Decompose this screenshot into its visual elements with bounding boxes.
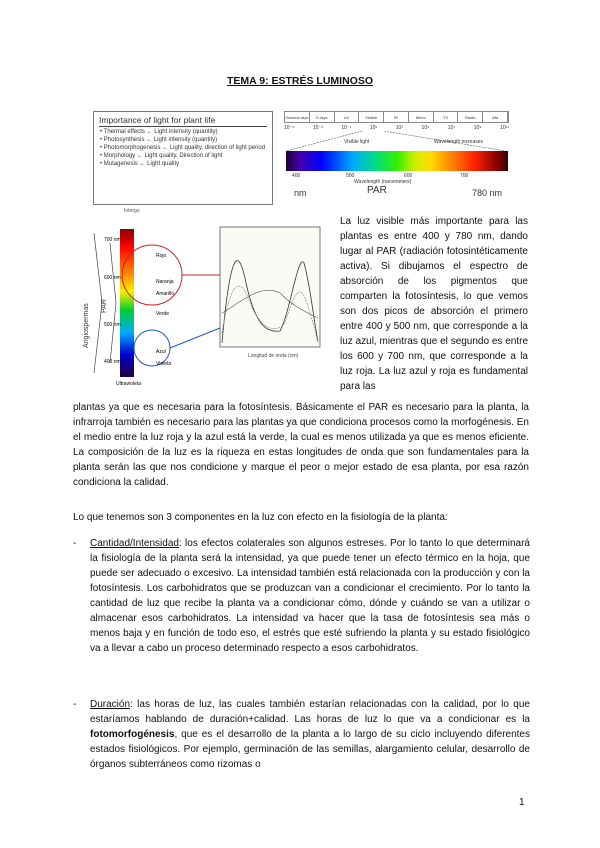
em-tick: 10⁹ (473, 125, 482, 131)
em-tick: 10⁻¹ (341, 125, 352, 131)
bullet-duration (73, 697, 530, 772)
color-label: Violeta (156, 361, 172, 367)
figure-caption: Intergo (124, 208, 140, 214)
bold-term: fotomorfogénesis (90, 729, 175, 740)
visible-label: Visible light (344, 139, 370, 145)
em-band: Gamma rays (285, 112, 310, 122)
em-band-scale (284, 111, 509, 123)
intro-paragraph-right: La luz visible más importante para las plantas es entre 400 y 780 nm, dando lugar al PAR (radiación fotosintéticamente activa). Si dibujamos el espectro de absorción de los pigmentos que comparten la fotosíntesis, lo que vemos son dos picos de absorción el primero entre 400 y 500 nm, que corresponde a la luz azul, mientras que el segundo es entre los 600 y 700 nm, que corresponde a la luz roja. La luz azul y roja es fundamental para las (340, 216, 528, 392)
color-label: Verde (156, 311, 170, 317)
figure-item: • Mutagenesis ← Light quality (100, 161, 180, 167)
par-label: PAR (367, 185, 387, 196)
em-tick: 10⁷ (447, 125, 456, 131)
em-band: Micro (409, 112, 434, 122)
bullet-dash: - (73, 538, 77, 549)
components-paragraph: Lo que tenemos son 3 componentes en la luz con efecto en la fisiología de la planta: (73, 512, 448, 523)
blue-arrow (170, 328, 220, 348)
em-band: Visible (359, 112, 384, 122)
em-tick: 10⁻³ (312, 125, 323, 131)
bullet-text: : las horas de luz, las cuales también estarían relacionadas con la calidad, por lo que estaríamos hablando de duración+calidad. Las horas de luz lo que va a condicionar es la (90, 699, 530, 725)
em-spectrum-figure (284, 111, 509, 205)
nm-tick: 700 (460, 173, 469, 179)
nm-value: 500 nm (104, 322, 121, 328)
bullet-term: Cantidad/Intensidad (90, 538, 179, 549)
intro-paragraph-full: plantas ya que es necesaria para la fotosíntesis. Básicamente el PAR es necesario para la planta, la infrarroja también es necesario para las plantas ya que condiciona procesos como la morfogénesis. En el medio entre la luz roja y la azul está la verde, la cual es menos utilizada ya que es menos eficiente. La composición de la luz es la riqueza en estas longitudes de onda que son fundamentales para la planta serán las que nos condicione y marque el peor o mejor estado de esa planta, por esa razón condiciona la calidad. (73, 402, 529, 488)
bottom-label: Ultravioleta (116, 381, 142, 387)
nm-value: 600 nm (104, 275, 121, 281)
visible-spectrum-bar (286, 151, 508, 171)
axis-label: Wavelength (nanometers) (354, 179, 412, 185)
vertical-spectrum-bar (120, 229, 134, 377)
plot-caption: Longitud de onda (nm) (248, 353, 299, 359)
color-label: Rojo (156, 253, 167, 259)
em-band: IR (384, 112, 409, 122)
light-importance-figure (93, 111, 273, 214)
color-label: Naranja (156, 279, 174, 285)
bullet-dash: - (73, 699, 77, 710)
page-title: TEMA 9: ESTRÉS LUMINOSO (226, 75, 374, 87)
figure-item: • Thermal effects ← Light intensity (quantity) (100, 129, 218, 135)
figure-item: • Photosynthesis ← Light intensity (quantity) (100, 137, 218, 143)
em-band: Radio (458, 112, 483, 122)
left-nm-label: nm (294, 188, 307, 198)
nm-value: 700 nm (104, 237, 121, 243)
figure-item: • Morphology ← Light quality, Direction of light (100, 153, 223, 159)
par-side-label: PAR (101, 299, 108, 313)
em-tick: 10¹ (369, 125, 378, 131)
page-number: 1 (519, 797, 525, 808)
nm-tick: 500 (346, 173, 355, 179)
em-band: UV (335, 112, 360, 122)
bullet-text: , que es el desarrollo de la planta a lo largo de su ciclo incluyendo diferentes estados fisiológicos. Por ejemplo, germinación de las semillas, alargamiento celular, desarrollo de órganos subterráneos como rizomas o (90, 729, 530, 770)
em-tick: 10¹¹ (500, 125, 509, 131)
em-tick: 10³ (395, 125, 403, 131)
bullet-intensity (73, 536, 530, 656)
side-label: Angiospermas (83, 303, 90, 348)
em-band: TV (434, 112, 459, 122)
nm-value: 400 nm (104, 359, 121, 365)
par-range-row (284, 185, 509, 202)
absorption-figure (80, 213, 330, 391)
em-band: X-rays (310, 112, 335, 122)
absorption-plot (220, 227, 320, 347)
em-band: AM (483, 112, 508, 122)
color-label: Amarillo (156, 291, 175, 297)
bracket-par (110, 243, 116, 363)
nm-tick: 400 (292, 173, 301, 179)
zoom-lines (284, 131, 509, 153)
nm-tick: 600 (404, 173, 413, 179)
figure-item: • Photomorphogenesis ← Light quality, direction of light period (100, 145, 266, 151)
em-tick: 10⁵ (421, 125, 430, 131)
wavelength-label: Wavelength increases (434, 139, 484, 145)
bullet-text: : los efectos colaterales son algunos estreses. Por lo tanto lo que determinará la fisiología de la planta será la intensidad, ya que puede tener un efecto térmico en la hoja, que puede ser adecuado o excesivo. La intensidad también está relacionada con la producción y con la fotosíntesis. Los carbohidratos que se produzcan van a condicionar el crecimiento. Por lo tanto la cantidad de luz que recibe la planta va a condicionar cómo, dónde y cuándo se van a utilizar o almacenar esos carbohidratos. La intensidad va hacer que la tasa de fotosíntesis sea más o menos baja y en función de todo eso, el estrés que esté sufriendo la planta y su estado fisiológico va a llevar a cabo un proceso determinado respecto a esos carbohidratos. (90, 538, 530, 654)
right-nm-label: 780 nm (472, 188, 503, 198)
em-tick: 10⁻⁵ (284, 125, 295, 131)
color-label: Azul (156, 349, 166, 355)
figure-heading: Importance of light for plant life (99, 115, 267, 127)
bullet-term: Duración (90, 699, 131, 710)
